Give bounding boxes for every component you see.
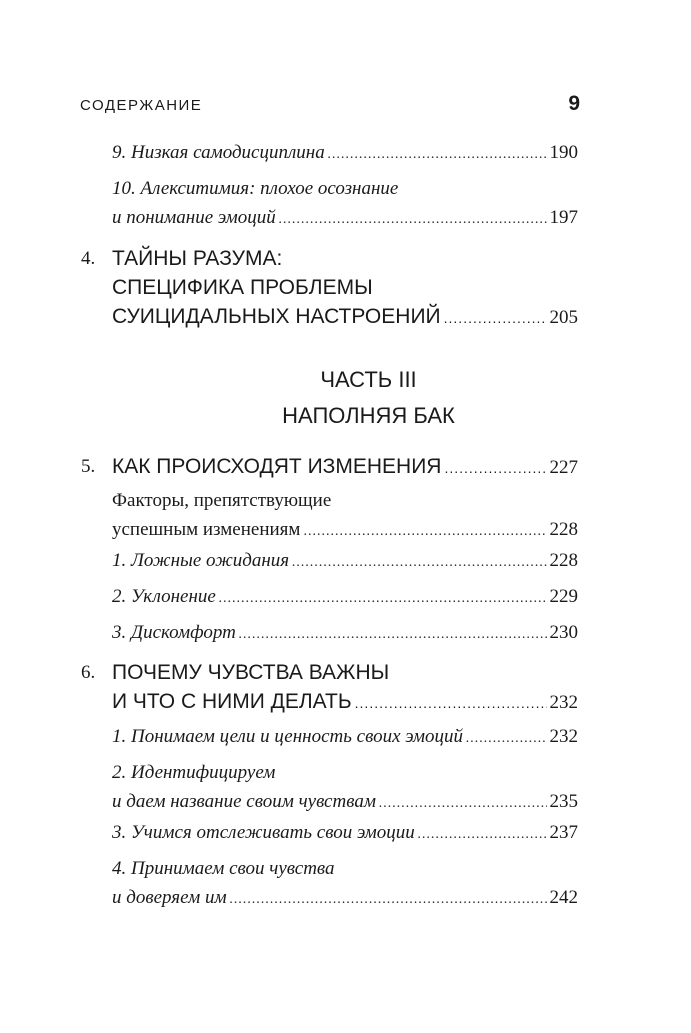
toc-entry-page: 228 (549, 550, 578, 571)
toc-chapter-entry[interactable] (81, 658, 578, 718)
toc-entry-page: 197 (549, 207, 578, 228)
toc-leader-dots (466, 724, 546, 753)
toc-entry[interactable] (112, 582, 578, 613)
toc-entry[interactable] (112, 546, 578, 577)
chapter-title-cont: И ЧТО С НИМИ ДЕЛАТЬ (112, 690, 352, 713)
chapter-title: КАК ПРОИСХОДЯТ ИЗМЕНЕНИЯ (112, 455, 442, 478)
page-number: 9 (568, 92, 580, 115)
toc-entry-page: 190 (549, 142, 578, 163)
toc-entry-page: 227 (549, 457, 578, 478)
toc-entry-title: 3. Дискомфорт (112, 622, 236, 643)
toc-entry-title-cont: и понимание эмоций (112, 207, 276, 228)
toc-entry-page: 230 (549, 622, 578, 643)
running-header-title: СОДЕРЖАНИЕ (80, 97, 203, 114)
toc-entry-title: 1. Ложные ожидания (112, 550, 290, 571)
chapter-title-cont: СУИЦИДАЛЬНЫХ НАСТРОЕНИЙ (112, 305, 441, 328)
running-header (80, 92, 580, 116)
toc-leader-dots (303, 517, 546, 546)
toc-entry-title: Факторы, препятствующие (112, 490, 332, 511)
toc-entry-title-cont: успешным изменениям (112, 519, 301, 540)
toc-entry-title: 9. Низкая самодисциплина (112, 142, 325, 163)
toc-chapter-entry[interactable] (81, 452, 578, 483)
chapter-number: 5. (81, 456, 96, 477)
toc-leader-dots (444, 454, 546, 483)
chapter-number: 6. (81, 662, 96, 683)
toc-chapter-entry[interactable] (81, 244, 578, 333)
toc-leader-dots (230, 885, 547, 914)
chapter-title: ТАЙНЫ РАЗУМА: (112, 247, 283, 270)
part-heading (80, 362, 657, 434)
toc-entry-title-cont: и даем название своим чувствам (112, 791, 376, 812)
toc-leader-dots (219, 584, 547, 613)
toc-entry-title: 10. Алекситимия: плохое осознание (112, 178, 399, 199)
toc-entry-title: 1. Понимаем цели и ценность своих эмоций (112, 726, 464, 747)
toc-leader-dots (328, 140, 547, 169)
toc-entry-title-cont: и доверяем им (112, 887, 227, 908)
part-title: НАПОЛНЯЯ БАК (282, 403, 455, 428)
toc-entry[interactable] (112, 854, 578, 914)
part-label: ЧАСТЬ III (320, 367, 417, 392)
toc-entry-page: 242 (549, 887, 578, 908)
toc-entry[interactable] (112, 618, 578, 649)
toc-entry[interactable] (112, 758, 578, 818)
toc-entry-page: 228 (549, 519, 578, 540)
toc-entry-title: 2. Идентифицируем (112, 762, 276, 783)
chapter-number: 4. (81, 248, 96, 269)
toc-entry-page: 237 (549, 822, 578, 843)
toc-leader-dots (444, 304, 547, 333)
toc-leader-dots (292, 548, 546, 577)
toc-entry-page: 229 (549, 586, 578, 607)
toc-entry[interactable] (112, 174, 578, 234)
toc-entry-page: 232 (549, 726, 578, 747)
chapter-title-cont: СПЕЦИФИКА ПРОБЛЕМЫ (112, 276, 373, 299)
toc-leader-dots (279, 205, 547, 234)
toc-entry[interactable] (112, 486, 578, 546)
toc-entry[interactable] (112, 138, 578, 169)
toc-leader-dots (379, 789, 547, 818)
chapter-title: ПОЧЕМУ ЧУВСТВА ВАЖНЫ (112, 661, 390, 684)
toc-entry-page: 235 (549, 791, 578, 812)
toc-leader-dots (418, 820, 547, 849)
toc-entry-title: 2. Уклонение (112, 586, 216, 607)
toc-leader-dots (355, 689, 547, 718)
toc-entry[interactable] (112, 818, 578, 849)
toc-leader-dots (239, 620, 547, 649)
toc-entry[interactable] (112, 722, 578, 753)
toc-entry-title: 3. Учимся отслеживать свои эмоции (112, 822, 415, 843)
toc-entry-title: 4. Принимаем свои чувства (112, 858, 335, 879)
toc-entry-page: 205 (549, 307, 578, 328)
toc-entry-page: 232 (549, 692, 578, 713)
